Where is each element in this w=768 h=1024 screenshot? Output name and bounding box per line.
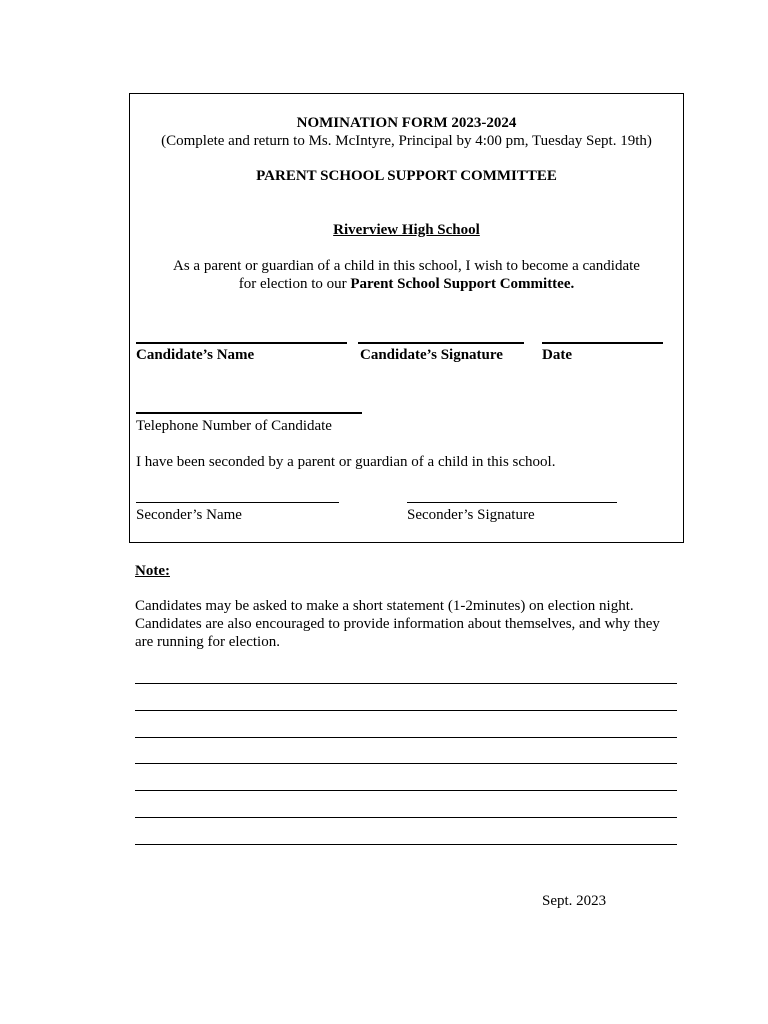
date-line[interactable] — [542, 342, 663, 344]
date-label: Date — [542, 347, 572, 363]
committee-name-bold: Parent School Support Committee. — [350, 276, 575, 292]
seconded-statement: I have been seconded by a parent or guardian of a child in this school. — [136, 454, 556, 470]
writing-line[interactable] — [135, 790, 677, 791]
statement-line-2-prefix: for election to our — [238, 276, 351, 292]
seconder-signature-label: Seconder’s Signature — [407, 507, 535, 523]
writing-line[interactable] — [135, 737, 677, 738]
note-line-2: Candidates are also encouraged to provide information about themselves, and why they — [135, 616, 660, 632]
seconder-name-label: Seconder’s Name — [136, 507, 242, 523]
seconder-signature-line[interactable] — [407, 502, 617, 503]
candidate-name-line[interactable] — [136, 342, 347, 344]
candidate-signature-label: Candidate’s Signature — [360, 347, 503, 363]
writing-line[interactable] — [135, 683, 677, 684]
writing-line[interactable] — [135, 763, 677, 764]
seconder-name-line[interactable] — [136, 502, 339, 503]
writing-line[interactable] — [135, 710, 677, 711]
nomination-form-box — [129, 93, 684, 543]
telephone-line[interactable] — [136, 412, 362, 414]
note-line-3: are running for election. — [135, 634, 280, 650]
school-name: Riverview High School — [333, 222, 480, 238]
statement-line-1: As a parent or guardian of a child in this school, I wish to become a candidate — [173, 258, 640, 274]
note-line-1: Candidates may be asked to make a short statement (1-2minutes) on election night. — [135, 598, 634, 614]
statement-line-2 — [130, 275, 683, 293]
candidate-signature-line[interactable] — [358, 342, 524, 344]
candidate-name-label: Candidate’s Name — [136, 347, 255, 363]
note-heading: Note: — [135, 563, 170, 579]
form-instructions: (Complete and return to Ms. McIntyre, Principal by 4:00 pm, Tuesday Sept. 19th) — [161, 133, 652, 149]
writing-line[interactable] — [135, 817, 677, 818]
footer-date: Sept. 2023 — [542, 893, 607, 909]
committee-heading: PARENT SCHOOL SUPPORT COMMITTEE — [256, 168, 557, 184]
writing-line[interactable] — [135, 844, 677, 845]
telephone-label: Telephone Number of Candidate — [136, 418, 332, 434]
form-title: NOMINATION FORM 2023-2024 — [296, 115, 517, 131]
